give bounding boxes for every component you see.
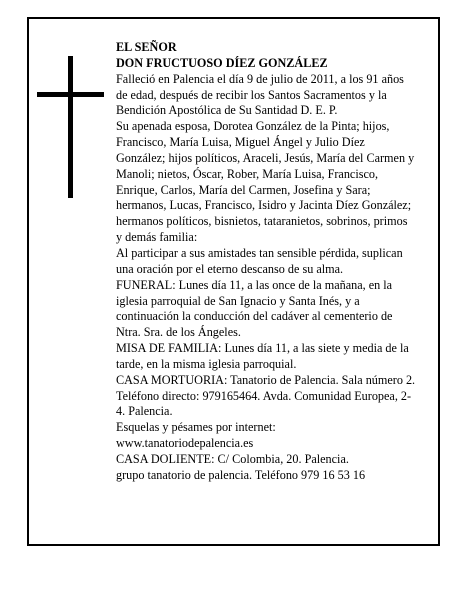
death-announcement: Falleció en Palencia el día 9 de julio de 2011, a los 91 años de edad, después de recibir los Santos Sacramentos y la Bendición Apostólica de Su Santidad D. E. P. [116,71,404,118]
family-list: Su apenada esposa, Dorotea González de la Pinta; hijos, Francisco, María Luisa, Miguel Ángel y Julio Díez González; hijos políticos, Araceli, Jesús, María del Carmen y Manoli; nietos, Óscar, Rober, María Luisa, Francisco, Enrique, Carlos, María del Carmen, Josefina y Sara; hermanos, Lucas, Francisco, Isidro y Jacinta Díez González; hermanos políticos, bisnietos, tataranietos, sobrinos, primos y demás familia: [116,119,415,245]
cross-vertical-bar [68,56,73,198]
notice-title: EL SEÑOR [116,40,177,54]
cross-horizontal-bar [37,92,104,97]
notice-text [116,40,416,484]
deceased-name: DON FRUCTUOSO DÍEZ GONZÁLEZ [116,55,328,70]
funeral-home-info: CASA MORTUORIA: Tanatorio de Palencia. Sala número 2. Teléfono directo: 979165464. Avda. Comunidad Europea, 2-4. Palencia. [116,372,416,419]
family-home-address: CASA DOLIENTE: C/ Colombia, 20. Palencia. [116,451,349,466]
funeral-group-phone: grupo tanatorio de palencia. Teléfono 979 16 53 16 [116,467,366,482]
funeral-info: FUNERAL: Lunes día 11, a las once de la mañana, en la iglesia parroquial de San Ignacio y Santa Inés, y a continuación la conducción del cadáver al cementerio de Ntra. Sra. de los Ángeles. [116,277,393,340]
obituary-notice [27,17,440,546]
online-condolences: Esquelas y pésames por internet: www.tanatoriodepalencia.es [116,420,276,451]
prayer-request: Al participar a sus amistades tan sensible pérdida, suplican una oración por el eterno descanso de su alma. [116,245,403,276]
family-mass-info: MISA DE FAMILIA: Lunes día 11, a las siete y media de la tarde, en la misma iglesia parroquial. [116,341,409,371]
